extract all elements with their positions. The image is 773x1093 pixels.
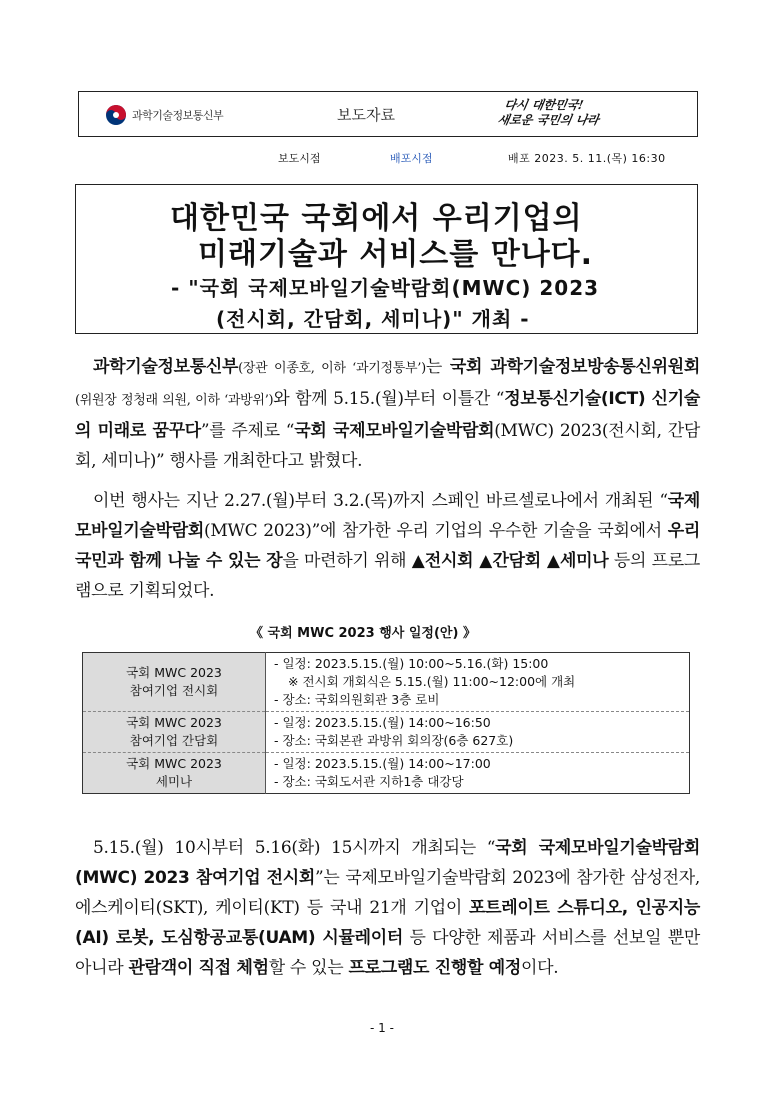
event-name-line2: 세미나: [155, 774, 193, 789]
p1-ministry: 과학기술정보통신부: [93, 357, 239, 377]
p1-text-2: 와 함께 5.15.(월)부터 이틀간 “: [273, 389, 505, 409]
doc-type-label: 보도자료: [337, 106, 395, 124]
event-cell: [83, 712, 266, 753]
p3-text-4: 할 수 있는: [268, 958, 349, 978]
detail-place: - 장소: 국회의원회관 3층 로비: [274, 692, 440, 707]
p1-committee: 국회 과학기술정보방송통신위원회: [449, 357, 701, 377]
paragraph-2: [75, 486, 700, 606]
p3-exhibition-name: 국회 국제모바일기술박람회(MWC) 2023 참여기업 전시회: [75, 838, 700, 888]
schedule-table: [82, 652, 690, 794]
p1-aside-1: (장관 이종호, 이하 ‘과기정통부’): [238, 361, 426, 376]
subtitle-line-1: - "국회 국제모바일기술박람회(MWC) 2023: [171, 276, 600, 300]
detail-place: - 장소: 국회도서관 지하1층 대강당: [274, 774, 464, 789]
paragraph-3: [75, 833, 700, 983]
p3-products: 포트레이트 스튜디오, 인공지능(AI) 로봇, 도심항공교통(UAM) 시뮬레이터: [75, 898, 700, 948]
event-cell: [83, 653, 266, 712]
slogan-calligraphy: [496, 98, 675, 128]
event-cell: [83, 753, 266, 794]
event-name-line1: 국회 MWC 2023: [126, 715, 222, 730]
p1-text-4: (MWC) 2023(전시회, 간담회, 세미나)” 행사를 개최한다고 밝혔다.: [75, 421, 700, 471]
p3-text-1: 5.15.(월) 10시부터 5.16(화) 15시까지 개최되는 “: [93, 838, 496, 858]
p2-mwc-name: 국제모바일기술박람회: [75, 491, 700, 541]
p2-programs: ▲전시회 ▲간담회 ▲세미나: [411, 551, 609, 571]
title-box: [75, 184, 698, 334]
p1-theme: 정보통신기술(ICT) 신기술의 미래로 꿈꾸다: [75, 389, 700, 441]
p1-event-name: 국회 국제모바일기술박람회: [294, 421, 495, 441]
event-name-line2: 참여기업 간담회: [129, 733, 219, 748]
detail-date: - 일정: 2023.5.15.(월) 14:00~17:00: [274, 756, 491, 771]
details-cell: [266, 753, 690, 794]
table-row: [83, 712, 690, 753]
detail-date: - 일정: 2023.5.15.(월) 14:00~16:50: [274, 715, 491, 730]
detail-date: - 일정: 2023.5.15.(월) 10:00~5.16.(화) 15:00: [274, 656, 549, 671]
p1-text-1: 는: [425, 357, 450, 377]
p1-aside-2: (위원장 정청래 의원, 이하 ‘과방위’): [75, 393, 274, 408]
paragraph-1: [75, 352, 700, 476]
detail-note: ※ 전시회 개회식은 5.15.(월) 11:00~12:00에 개최: [288, 674, 576, 689]
p2-text-3: 을 마련하기 위해: [282, 551, 412, 571]
title-line-1: 대한민국 국회에서 우리기업의: [170, 201, 583, 236]
event-name-line1: 국회 MWC 2023: [126, 756, 222, 771]
p3-program: 프로그램도 진행할 예정: [348, 958, 521, 978]
table-row: [83, 753, 690, 794]
p2-text-1: 이번 행사는 지난 2.27.(월)부터 3.2.(목)까지 스페인 바르셀로나에서 개최된 “: [93, 491, 668, 511]
distribution-time-label: 배포시점: [390, 152, 433, 165]
taegeuk-emblem-icon: [105, 104, 127, 126]
slogan-line2: 새로운 국민의 나라: [496, 113, 601, 127]
details-cell: [266, 653, 690, 712]
page-number: - 1 -: [370, 1021, 394, 1035]
details-cell: [266, 712, 690, 753]
p3-text-3: 등 다양한 제품과 서비스를 선보일 뿐만 아니라: [75, 928, 700, 978]
p2-text-4: 등의 프로그램으로 기획되었다.: [75, 551, 700, 601]
title-line-2: 미래기술과 서비스를 만나다.: [198, 237, 594, 272]
table-row: [83, 653, 690, 712]
p1-text-3: ”를 주제로 “: [200, 421, 295, 441]
p2-text-2: (MWC 2023)”에 참가한 우리 기업의 우수한 기술을 국회에서: [203, 521, 668, 541]
subtitle-line-2: (전시회, 간담회, 세미나)" 개최 -: [216, 307, 530, 331]
schedule-title: 《 국회 MWC 2023 행사 일정(안) 》: [250, 626, 476, 641]
release-time-label: 보도시점: [278, 152, 321, 165]
event-name-line1: 국회 MWC 2023: [126, 665, 222, 680]
p3-text-5: 이다.: [520, 958, 559, 978]
p3-text-2: ”는 국제모바일기술박람회 2023에 참가한 삼성전자, 에스케이티(SKT), 케이티(KT) 등 국내 21개 기업이: [75, 868, 701, 918]
distribution-date: 배포 2023. 5. 11.(목) 16:30: [508, 152, 666, 165]
ministry-name: 과학기술정보통신부: [132, 109, 224, 122]
detail-place: - 장소: 국회본관 과방위 회의장(6층 627호): [274, 733, 514, 748]
slogan-line1: 다시 대한민국!: [503, 98, 585, 112]
header-box: [78, 91, 698, 137]
p2-highlight: 우리 국민과 함께 나눌 수 있는 장: [75, 521, 700, 571]
p3-experience: 관람객이 직접 체험: [128, 958, 269, 978]
event-name-line2: 참여기업 전시회: [129, 683, 219, 698]
ministry-logo: [105, 104, 223, 126]
